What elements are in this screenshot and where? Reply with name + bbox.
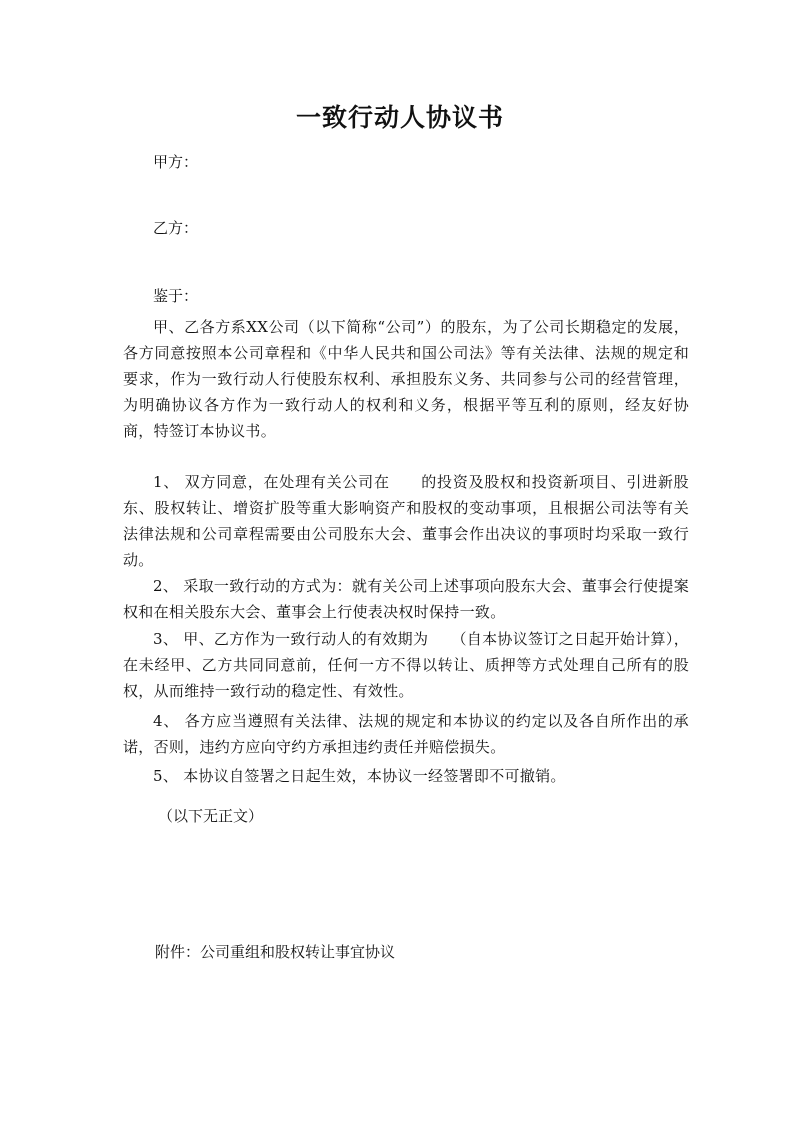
whereas-label: 鉴于： — [153, 287, 199, 305]
document-title: 一致行动人协议书 — [295, 103, 504, 132]
clause-2: 2、 采取一致行动的方式为：就有关公司上述事项向股东大会、董事会行使提案权和在相关股东大会、董事会上行使表决权时保持一致。 — [123, 577, 689, 621]
party-a-label: 甲方： — [153, 153, 199, 171]
clause-5: 5、 本协议自签署之日起生效，本协议一经签署即不可撤销。 — [153, 767, 566, 785]
clause-3: 3、 甲、乙方作为一致行动人的有效期为 （自本协议签订之日起开始计算），在未经甲、乙方共同同意前，任何一方不得以转让、质押等方式处理自己所有的股权，从而维持一致行动的稳定性、有效性。 — [123, 630, 689, 700]
party-b-label: 乙方： — [153, 219, 199, 237]
no-text-marker: （以下无正文） — [158, 807, 264, 825]
attachment-note: 附件：公司重组和股权转让事宜协议 — [155, 943, 396, 961]
clause-4: 4、 各方应当遵照有关法律、法规的规定和本协议的约定以及各自所作出的承诺，否则，违约方应向守约方承担违约责任并赔偿损失。 — [123, 712, 689, 756]
clause-1: 1、 双方同意，在处理有关公司在 的投资及股权和投资新项目、引进新股东、股权转让、增资扩股等重大影响资产和股权的变动事项，且根据公司法等有关法律法规和公司章程需要由公司股东大会、董事会作出决议的事项时均采取一致行动。 — [123, 473, 689, 569]
intro-paragraph: 甲、乙各方系XX公司（以下简称“公司”）的股东，为了公司长期稳定的发展，各方同意按照本公司章程和《中华人民共和国公司法》等有关法律、法规的规定和要求，作为一致行动人行使股东权利、承担股东义务、共同参与公司的经营管理，为明确协议各方作为一致行动人的权利和义务，根据平等互利的原则，经友好协商，特签订本协议书。 — [123, 318, 689, 440]
